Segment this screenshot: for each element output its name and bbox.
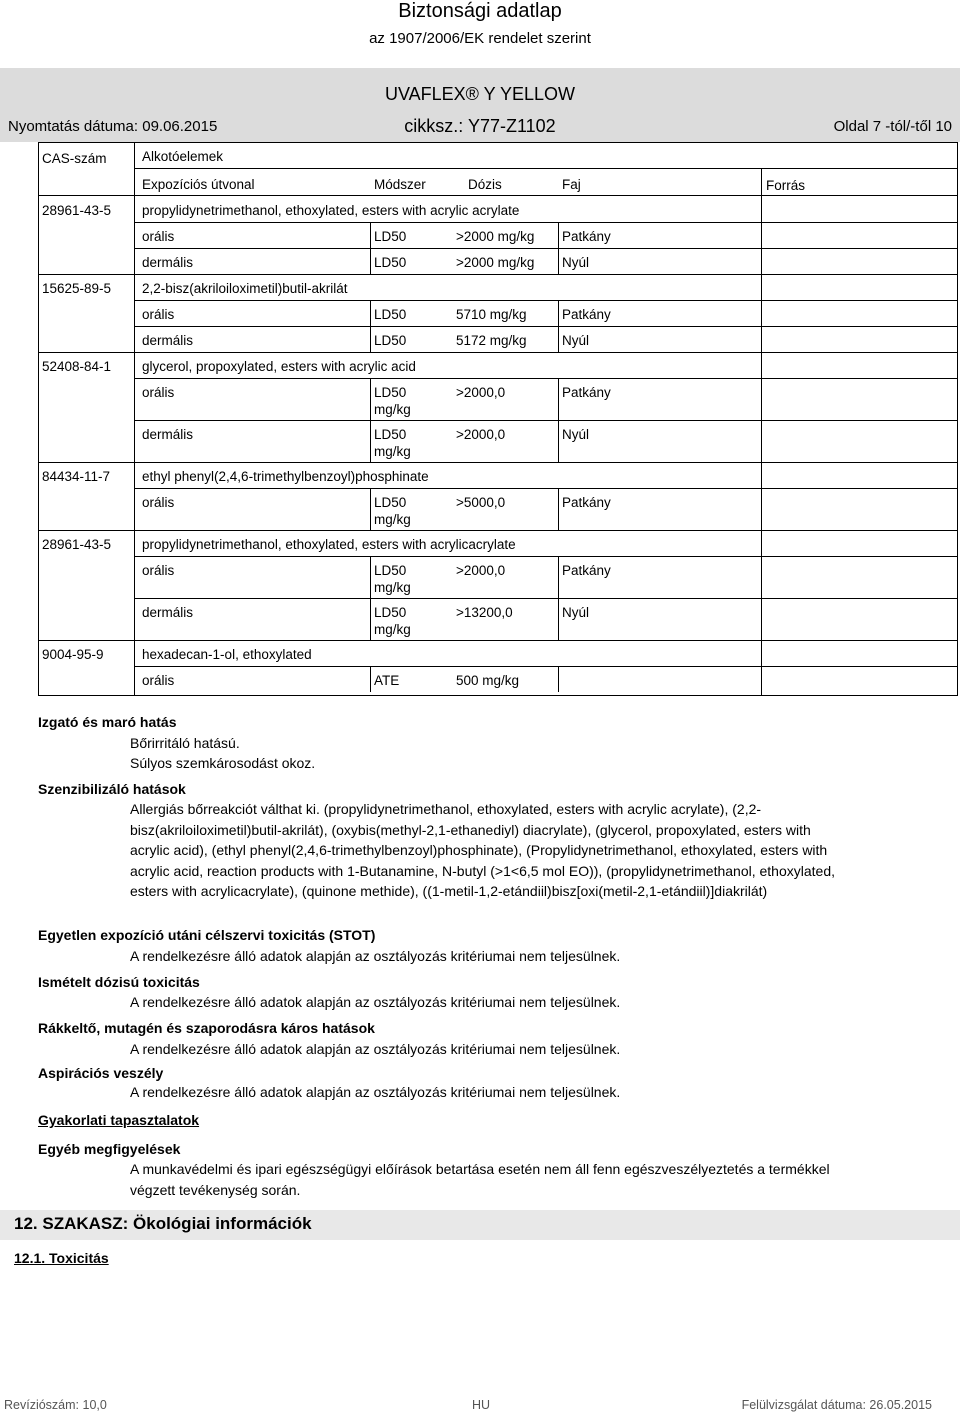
document-subtitle: az 1907/2006/EK rendelet szerint xyxy=(369,30,591,47)
table-divider xyxy=(134,378,958,379)
table-divider xyxy=(370,598,371,640)
col-header-species: Faj xyxy=(562,177,581,192)
table-border xyxy=(957,142,958,696)
stot-text: A rendelkezésre álló adatok alapján az osztályozás kritériumai nem teljesülnek. xyxy=(130,948,621,964)
cas-number: 52408-84-1 xyxy=(42,359,112,374)
cmr-text: A rendelkezésre álló adatok alapján az osztályozás kritériumai nem teljesülnek. xyxy=(130,1041,621,1057)
species: Nyúl xyxy=(562,605,590,620)
table-divider xyxy=(558,488,559,530)
table-divider xyxy=(370,222,371,248)
table-divider xyxy=(134,222,958,223)
table-divider xyxy=(134,326,958,327)
practical-experience-title: Gyakorlati tapasztalatok xyxy=(38,1112,200,1128)
exposure-route: orális xyxy=(142,229,175,244)
toxicity-table xyxy=(38,142,958,696)
table-divider xyxy=(558,598,559,640)
table-divider xyxy=(370,248,371,274)
dose-value: >2000,0 xyxy=(456,563,506,578)
exposure-route: dermális xyxy=(142,333,194,348)
table-divider xyxy=(134,640,958,641)
test-method: LD50 xyxy=(374,333,407,348)
repeated-dose-text: A rendelkezésre álló adatok alapján az osztályozás kritériumai nem teljesülnek. xyxy=(130,994,621,1010)
dose-value: >2000,0 xyxy=(456,427,506,442)
species: Patkány xyxy=(562,385,611,400)
component-name: propylidynetrimethanol, ethoxylated, esters with acrylic acrylate xyxy=(142,203,520,218)
dose-value: >2000 mg/kg xyxy=(456,229,535,244)
species: Patkány xyxy=(562,229,611,244)
dose-value: 5172 mg/kg xyxy=(456,333,527,348)
table-divider xyxy=(134,598,958,599)
table-divider xyxy=(558,556,559,598)
col-header-cas: CAS-szám xyxy=(42,151,107,166)
table-divider xyxy=(38,195,958,196)
table-divider xyxy=(38,274,135,275)
dose-value: >13200,0 xyxy=(456,605,513,620)
col-header-dose: Dózis xyxy=(468,177,502,192)
species: Nyúl xyxy=(562,333,590,348)
dose-value: >5000,0 xyxy=(456,495,506,510)
species: Patkány xyxy=(562,495,611,510)
section-12-bar xyxy=(0,1210,960,1240)
cas-number: 84434-11-7 xyxy=(42,469,111,484)
exposure-route: orális xyxy=(142,673,175,688)
exposure-route: orális xyxy=(142,563,175,578)
table-divider xyxy=(370,378,371,420)
table-divider xyxy=(38,352,135,353)
component-name: glycerol, propoxylated, esters with acrylic acid xyxy=(142,359,416,374)
table-border xyxy=(38,142,958,143)
component-name: ethyl phenyl(2,4,6-trimethylbenzoyl)phosphinate xyxy=(142,469,429,484)
table-divider xyxy=(134,666,958,667)
table-divider xyxy=(558,248,559,274)
test-method-unit: mg/kg xyxy=(374,622,411,637)
print-date: Nyomtatás dátuma: 09.06.2015 xyxy=(8,118,218,135)
table-divider xyxy=(370,326,371,352)
table-border xyxy=(38,142,39,696)
document-title: Biztonsági adatlap xyxy=(398,0,562,22)
table-divider xyxy=(134,274,958,275)
dose-value: >2000 mg/kg xyxy=(456,255,535,270)
table-divider xyxy=(134,300,958,301)
test-method: LD50 xyxy=(374,427,407,442)
dose-value: 5710 mg/kg xyxy=(456,307,527,322)
cas-number: 28961-43-5 xyxy=(42,537,112,552)
cas-number: 15625-89-5 xyxy=(42,281,112,296)
irritant-line2: Súlyos szemkárosodást okoz. xyxy=(130,755,316,771)
table-divider xyxy=(38,530,135,531)
table-divider xyxy=(134,142,135,696)
other-observations-text: A munkavédelmi és ipari egészségügyi előírások betartása esetén nem áll fenn egészveszélyeztetés a termékkel végzett tevékenység során. xyxy=(130,1161,830,1198)
component-name: hexadecan-1-ol, ethoxylated xyxy=(142,647,312,662)
test-method-unit: mg/kg xyxy=(374,444,411,459)
table-divider xyxy=(370,556,371,598)
table-divider xyxy=(558,420,559,462)
language-code: HU xyxy=(472,1398,491,1412)
table-divider xyxy=(558,222,559,248)
component-name: propylidynetrimethanol, ethoxylated, esters with acrylicacrylate xyxy=(142,537,516,552)
other-observations-title: Egyéb megfigyelések xyxy=(38,1141,181,1157)
species: Nyúl xyxy=(562,427,590,442)
col-header-method: Módszer xyxy=(374,177,426,192)
table-divider xyxy=(134,556,958,557)
table-divider xyxy=(134,530,958,531)
exposure-route: orális xyxy=(142,495,175,510)
col-header-route: Expozíciós útvonal xyxy=(142,177,255,192)
table-divider xyxy=(370,488,371,530)
component-name: 2,2-bisz(akriloiloximetil)butil-akrilát xyxy=(142,281,348,296)
table-divider xyxy=(134,248,958,249)
aspiration-text: A rendelkezésre álló adatok alapján az osztályozás kritériumai nem teljesülnek. xyxy=(130,1084,621,1100)
table-divider xyxy=(558,326,559,352)
table-divider xyxy=(558,666,559,692)
exposure-route: dermális xyxy=(142,255,194,270)
species: Patkány xyxy=(562,307,611,322)
species: Nyúl xyxy=(562,255,590,270)
test-method: LD50 xyxy=(374,563,407,578)
revision-number: Revíziószám: 10,0 xyxy=(4,1398,107,1412)
cmr-title: Rákkeltő, mutagén és szaporodásra káros hatások xyxy=(38,1020,375,1036)
toxicity-subtitle: 12.1. Toxicitás xyxy=(14,1250,109,1266)
species: Patkány xyxy=(562,563,611,578)
irritant-title: Izgató és maró hatás xyxy=(38,714,177,730)
table-divider xyxy=(134,488,958,489)
table-divider xyxy=(38,640,135,641)
page-number: Oldal 7 -tól/-től 10 xyxy=(833,118,952,135)
repeated-dose-title: Ismételt dózisú toxicitás xyxy=(38,974,200,990)
col-header-components: Alkotóelemek xyxy=(142,149,224,164)
table-divider xyxy=(134,352,958,353)
test-method-unit: mg/kg xyxy=(374,512,411,527)
table-border xyxy=(38,695,958,696)
table-divider xyxy=(558,300,559,326)
test-method-unit: mg/kg xyxy=(374,580,411,595)
exposure-route: orális xyxy=(142,385,175,400)
exposure-route: dermális xyxy=(142,605,194,620)
table-divider xyxy=(558,378,559,420)
exposure-route: orális xyxy=(142,307,175,322)
table-divider xyxy=(370,420,371,462)
cas-number: 9004-95-9 xyxy=(42,647,104,662)
test-method: LD50 xyxy=(374,495,407,510)
table-divider xyxy=(370,666,371,692)
test-method: LD50 xyxy=(374,385,407,400)
cas-number: 28961-43-5 xyxy=(42,203,112,218)
test-method: LD50 xyxy=(374,229,407,244)
sensitisation-title: Szenzibilizáló hatások xyxy=(38,781,186,797)
table-divider xyxy=(370,300,371,326)
table-divider xyxy=(134,168,958,169)
col-header-source: Forrás xyxy=(766,178,806,193)
table-divider xyxy=(134,420,958,421)
test-method: LD50 xyxy=(374,307,407,322)
table-divider xyxy=(38,462,135,463)
test-method: LD50 xyxy=(374,255,407,270)
irritant-line1: Bőrirritáló hatású. xyxy=(130,735,240,751)
section-12-title: 12. SZAKASZ: Ökológiai információk xyxy=(14,1214,312,1233)
test-method: ATE xyxy=(374,673,400,688)
test-method-unit: mg/kg xyxy=(374,402,411,417)
review-date: Felülvizsgálat dátuma: 26.05.2015 xyxy=(741,1398,932,1412)
dose-value: >2000,0 xyxy=(456,385,506,400)
exposure-route: dermális xyxy=(142,427,194,442)
stot-title: Egyetlen expozíció utáni célszervi toxicitás (STOT) xyxy=(38,927,376,943)
dose-value: 500 mg/kg xyxy=(456,673,520,688)
product-name: UVAFLEX® Y YELLOW xyxy=(384,84,575,104)
sensitisation-text: Allergiás bőrreakciót válthat ki. (propylidynetrimethanol, ethoxylated, esters with acrylic acrylate), (2,2-bisz(akriloiloximetil)butil-akrilát), (oxybis(methyl-2,1-ethanediyl) diacrylate), (glycerol, propoxylated, esters with acrylic acid), (ethyl phenyl(2,4,6-trimethylbenzoyl)phosphinate), (Propylidynetrimethanol, ethoxylated, esters with acrylic acid, reaction products with 1-Butanamine, N-butyl (>1<6,5 mol EO)), (propylidynetrimethanol, ethoxylated, esters with acrylicacrylate), (quinone methide), ((1-metil-1,2-etándiil)bisz[oxi(metil-2,1-etándiil)]diakrilát) xyxy=(130,801,835,899)
table-divider xyxy=(134,462,958,463)
test-method: LD50 xyxy=(374,605,407,620)
aspiration-title: Aspirációs veszély xyxy=(38,1065,164,1081)
article-number: cikksz.: Y77-Z1102 xyxy=(404,116,556,136)
